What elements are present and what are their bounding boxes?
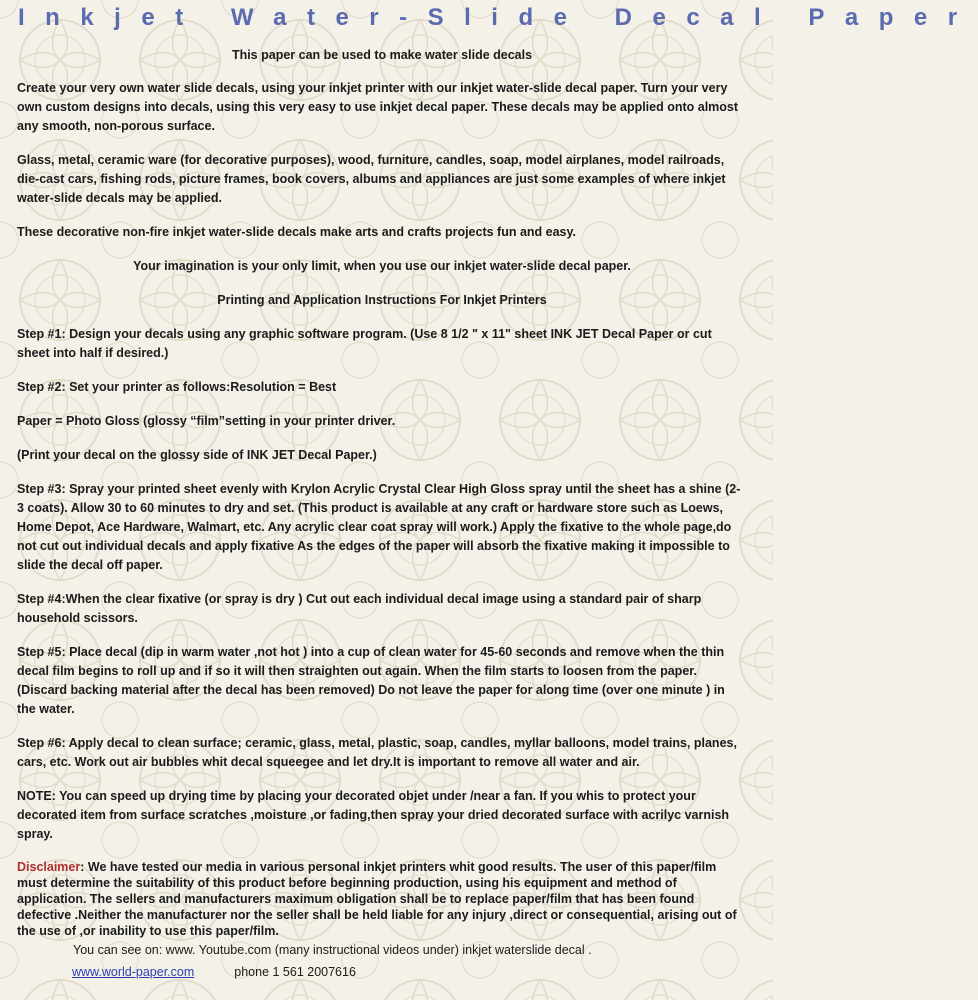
youtube-note: You can see on: www. Youtube.com (many instructional videos under) inkjet waterslide decal . — [73, 943, 592, 957]
website-link[interactable]: www.world-paper.com — [72, 965, 195, 979]
fun-paragraph: These decorative non-fire inkjet water-slide decals make arts and crafts projects fun and easy. — [17, 225, 576, 239]
intro-paragraph: Create your very own water slide decals, using your inkjet printer with our inkjet water-slide decal paper. Turn your very own custom designs into decals, using this very easy to use inkjet decal paper. These decals may be applied onto almost any smooth, non-porous surface. — [17, 81, 739, 133]
step-4: Step #4:When the clear fixative (or spray is dry ) Cut out each individual decal image using a standard pair of sharp household scissors. — [17, 592, 702, 625]
examples-paragraph: Glass, metal, ceramic ware (for decorative purposes), wood, furniture, candles, soap, model airplanes, model railroads, die-cast cars, fishing rods, picture frames, book covers, albums and appliances are just some examples of where inkjet water-slide decals may be applied. — [17, 153, 726, 205]
step-5: Step #5: Place decal (dip in warm water ,not hot ) into a cup of clean water for 45-60 seconds and remove when the thin decal film begins to roll up and if so it will then straighten out again. When the film starts to loosen from the paper. (Discard backing material after the decal has been removed) Do not leave the paper for along time (over one minute ) in the water. — [17, 645, 725, 716]
step-2: Step #2: Set your printer as follows:Resolution = Best — [17, 380, 337, 394]
print-note: (Print your decal on the glossy side of INK JET Decal Paper.) — [17, 448, 377, 462]
disclaimer-paragraph — [17, 859, 747, 939]
disclaimer-text: : We have tested our media in various personal inkjet printers whit good results. The user of this paper/film must determine the suitability of this product before beginning production, using his equipment and method of application. The sellers and manufacturers maximum obligation shall be to replace paper/film that has been found defective .Neither the manufacturer nor the seller shall be held liable for any injury ,direct or consequential, arising out of the use of ,or inability to use this paper/film. — [17, 860, 737, 938]
instructions-heading: Printing and Application Instructions For Inkjet Printers — [217, 293, 547, 307]
subtitle: This paper can be used to make water slide decals — [231, 48, 533, 62]
footer — [72, 965, 356, 979]
imagination-paragraph: Your imagination is your only limit, when you use our inkjet water-slide decal paper. — [133, 259, 631, 273]
page-title: Inkjet Water-Slide Decal Paper — [18, 4, 978, 31]
paper-setting: Paper = Photo Gloss (glossy “film”setting in your printer driver. — [17, 414, 396, 428]
step-3: Step #3: Spray your printed sheet evenly with Krylon Acrylic Crystal Clear High Gloss spray until the sheet has a shine (2-3 coats). Allow 30 to 60 minutes to dry and set. (This product is available at any craft or hardware store such as Loews, Home Depot, Ace Hardware, Walmart, etc. Any acrylic clear coat spray will work.) Apply the fixative to the whole page,do not cut out individual decals and apply fixative As the edges of the paper will absorb the fixative making it impossible to slide the decal off paper. — [17, 482, 741, 572]
phone-number: phone 1 561 2007616 — [234, 965, 356, 979]
step-6: Step #6: Apply decal to clean surface; ceramic, glass, metal, plastic, soap, candles, myllar balloons, model trains, planes, cars, etc. Work out air bubbles whit decal squeegee and let dry.It is important to remove all water and air. — [17, 736, 737, 769]
disclaimer-label: Disclaimer — [17, 860, 81, 874]
note-paragraph: NOTE: You can speed up drying time by placing your decorated objet under /near a fan. If you whis to protect your decorated item from surface scratches ,moisture ,or fading,then spray your dried decorated surface with acrilyc varnish spray. — [17, 789, 730, 841]
document-body — [17, 46, 747, 960]
step-1: Step #1: Design your decals using any graphic software program. (Use 8 1/2 " x 11" sheet INK JET Decal Paper or cut sheet into half if desired.) — [17, 327, 712, 360]
